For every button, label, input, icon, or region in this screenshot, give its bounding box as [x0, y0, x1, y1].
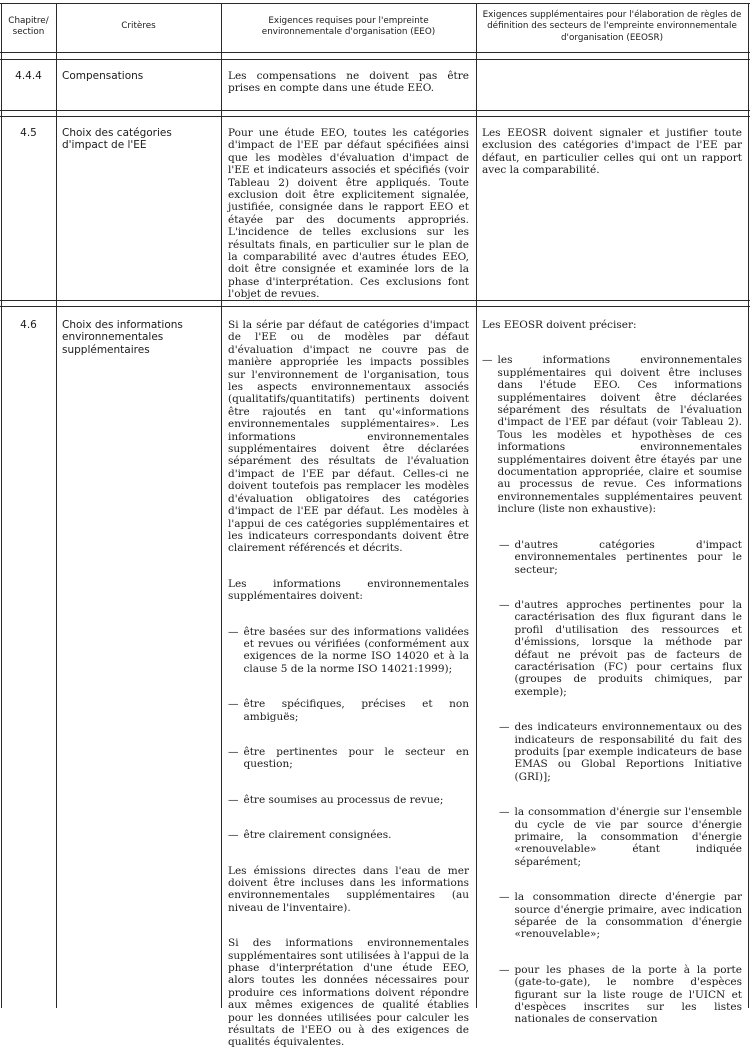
dash-bullet: —	[482, 354, 493, 367]
list-item	[499, 964, 742, 1026]
row-4-5-top-border	[0, 116, 750, 117]
dash-bullet: —	[228, 625, 239, 638]
dash-bullet: —	[499, 721, 510, 734]
eeo-intro-paragraph: Si la série par défaut de catégories d'impact de l'EE ou de modèles par défaut d'évaluation d'impact ne couvre pas de manière appropriée les impacts possibles sur l'environnement de l'organisation, tous les aspects environnementaux associés (qualitatifs/quantitatifs) pertinents doivent être rajoutés en tant qu'«informations environnementales supplémentaires». Les informations environnementales supplémentaires doivent être déclarées séparément des résultats de l'évaluation d'impact de l'EE par défaut. Celles-ci ne doivent toutefois pas remplacer les modèles d'évaluation obligatoires des catégories d'impact de l'EE par défaut. Les modèles à l'appui de ces catégories supplémentaires et les indicateurs correspondants doivent être clairement référencés et décrits.	[228, 319, 469, 555]
list-item-text: la consommation d'énergie sur l'ensemble du cycle de vie par source d'énergie primaire, la consommation d'énergie «renouvelable» étant indiquée séparément;	[514, 806, 742, 868]
dash-bullet: —	[499, 806, 510, 819]
eeosr-intro: Les EEOSR doivent préciser:	[482, 319, 637, 331]
section-number: 4.4.4	[15, 70, 42, 82]
list-item	[228, 698, 469, 723]
list-item-text: être clairement consignées.	[243, 829, 392, 842]
col-divider-5	[748, 3, 749, 1008]
dash-bullet: —	[228, 698, 239, 711]
eeosr-requirement	[482, 319, 742, 1026]
list-item-text: des indicateurs environnementaux ou des indicateurs de responsabilité du fait des produits [par exemple indicateurs de base EMAS ou Global Reportions Initiative (GRI)];	[514, 721, 742, 783]
list-item	[499, 599, 742, 698]
row-4-4-4-bottom-border	[0, 110, 750, 111]
list-item-text: être spécifiques, précises et non ambiguës;	[243, 698, 469, 723]
eeo-requirement	[228, 319, 469, 1049]
list-item	[228, 794, 469, 806]
dash-bullet: —	[228, 745, 239, 758]
eeo-requirement: Les compensations ne doivent pas être prises en compte dans une étude EEO.	[228, 70, 469, 95]
col-divider-2	[56, 3, 57, 1008]
list-item-text: d'autres approches pertinentes pour la caractérisation des flux figurant dans le profil d'utilisation des ressources et d'émissions, lorsque la méthode par défaut ne prévoit pas de facteurs de caractérisation (FC) pour certains flux (groupes de produits chimiques, par exemple);	[514, 598, 742, 698]
eeo-seawater-paragraph: Les émissions directes dans l'eau de mer doivent être incluses dans les informations environnementales supplémentaires (au niveau de l'inventaire).	[228, 864, 469, 914]
criteria-label: Compensations	[62, 70, 144, 82]
list-item-text: pour les phases de la porte à la porte (gate-to-gate), le nombre d'espèces figurant sur la liste rouge de l'UICN et d'espèces inscrites sur les listes nationales de conservation	[514, 963, 742, 1026]
list-item-text: la consommation directe d'énergie par source d'énergie primaire, avec indication séparée de la consommation d'énergie «renouvelable»;	[514, 891, 742, 941]
criteria-label: Choix des informations environnementales supplémentaires	[62, 319, 183, 356]
col-divider-3	[221, 3, 222, 1008]
list-item-text: être soumises au processus de revue;	[243, 793, 444, 806]
table-top-border	[0, 3, 750, 4]
header-bottom-border	[0, 52, 750, 53]
eeo-requirement: Pour une étude EEO, toutes les catégories d'impact de l'EE par défaut spécifiées ainsi que les modèles d'évaluation d'impact de l'EE et indicateurs associés et spécifiés (voir Tableau 2) doivent être appliqués. Toute exclusion doit être explicitement signalée, justifiée, consignée dans le rapport EEO et étayée par des documents appropriés. L'incidence de telles exclusions sur les résultats finals, en particulier sur le plan de la comparabilité avec d'autres études EEO, doit être consignée et examinée lors de la phase d'interprétation. Ces exclusions font l'objet de revues.	[228, 127, 469, 301]
list-item	[228, 746, 469, 771]
list-item	[499, 721, 742, 783]
list-item	[228, 626, 469, 676]
criteria-label: Choix des catégories d'impact de l'EE	[62, 127, 172, 152]
dash-bullet: —	[228, 829, 239, 842]
eeo-data-quality-paragraph: Si des informations environnementales supplémentaires sont utilisées à l'appui de la phase d'interprétation d'une étude EEO, alors toutes les données nécessaires pour produire ces informations doivent répondre aux mêmes exigences de qualité établies pour les données utilisées pour calculer les résultats de l'EEO ou à des exigences de qualités équivalentes.	[228, 937, 469, 1049]
col-divider-4	[476, 3, 477, 1008]
dash-bullet: —	[499, 598, 510, 611]
header-eeosr: Exigences supplémentaires pour l'élaboration de règles de définition des secteurs de l'empreinte environnementale d'organisation (EEOSR)	[482, 9, 742, 43]
row-4-4-4-top-border	[0, 59, 750, 60]
list-item	[499, 806, 742, 868]
dash-bullet: —	[499, 963, 510, 976]
header-chapter: Chapitre/ section	[8, 15, 49, 37]
list-item	[228, 829, 469, 841]
dash-bullet: —	[499, 538, 510, 551]
nested-list	[482, 539, 742, 1026]
list-item-text: les informations environnementales supplémentaires qui doivent être incluses dans l'étude EEO. Ces informations supplémentaires doivent être déclarées séparément des résultats de l'évaluation d'impact de l'EE par défaut (voir Tableau 2). Tous les modèles et hypothèses de ces informations environnementales supplémentaires doivent être étayés par une documentation appropriée, claire et soumise au processus de revue. Ces informations environnementales supplémentaires peuvent inclure (liste non exhaustive):	[497, 354, 742, 516]
eeosr-requirement: Les EEOSR doivent signaler et justifier toute exclusion des catégories d'impact de l'EE par défaut, en particulier celles qui ont un rapport avec la comparabilité.	[482, 127, 742, 177]
list-item-text: d'autres catégories d'impact environnementales pertinentes pour le secteur;	[514, 538, 742, 576]
header-eeo: Exigences requises pour l'empreinte environnementale d'organisation (EEO)	[261, 15, 436, 37]
section-number: 4.6	[20, 319, 37, 331]
header-criteria: Critères	[121, 21, 156, 32]
list-item	[482, 354, 742, 515]
list-item-text: être basées sur des informations validées et revues ou vérifiées (conformément aux exigences de la norme ISO 14020 et à la clause 5 de la norme ISO 14021:1999);	[243, 625, 469, 675]
eeo-list-intro: Les informations environnementales supplémentaires doivent:	[228, 577, 469, 603]
list-item	[499, 891, 742, 941]
dash-bullet: —	[499, 891, 510, 904]
list-item-text: être pertinentes pour le secteur en question;	[243, 745, 469, 771]
list-item	[499, 539, 742, 576]
section-number: 4.5	[20, 127, 37, 139]
col-divider-1	[1, 3, 2, 1008]
row-4-6-top-border	[0, 306, 750, 307]
dash-bullet: —	[228, 793, 239, 806]
